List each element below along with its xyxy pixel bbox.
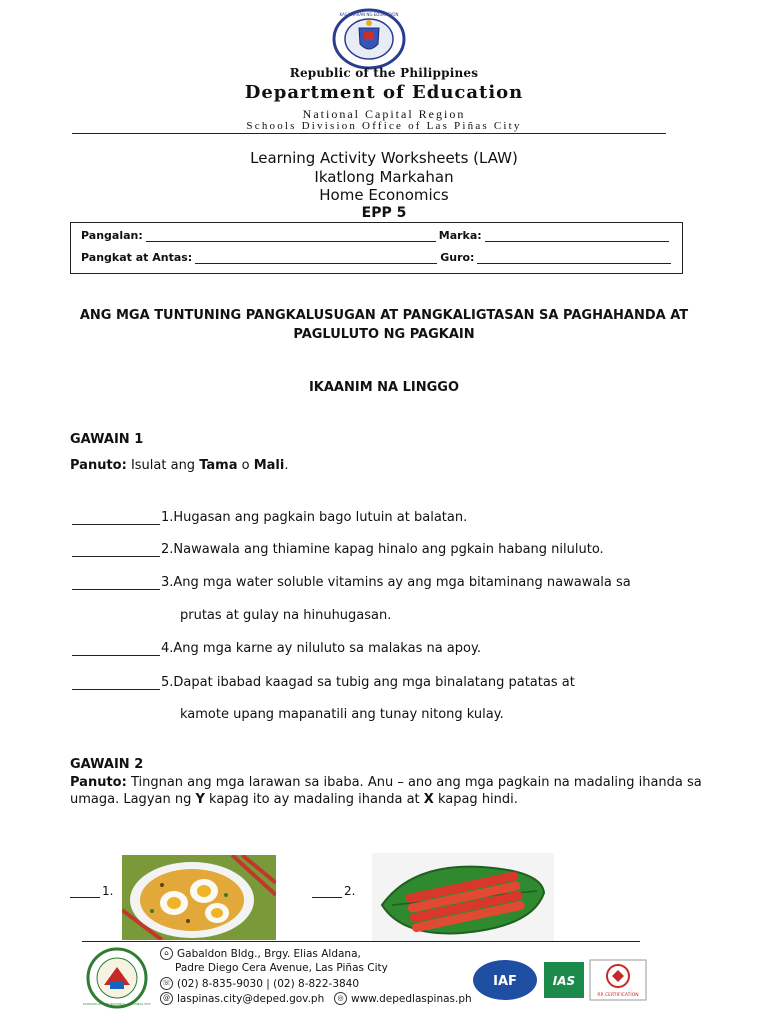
score-field[interactable]	[485, 231, 669, 242]
header-divider	[72, 133, 666, 134]
phone-text: (02) 8-835-9030 | (02) 8-822-3840	[177, 977, 360, 990]
picture-number: 1.	[102, 884, 114, 898]
quarter-title: Ikatlong Markahan	[314, 168, 454, 186]
location-icon: ⌂	[160, 947, 173, 960]
name-label: Pangalan:	[81, 229, 143, 242]
subject-title: Home Economics	[319, 186, 449, 204]
item-number: 2.	[161, 542, 174, 557]
item-text: Hugasan ang pagkain bago lutuin at balatan.	[173, 510, 468, 525]
teacher-label: Guro:	[440, 251, 475, 264]
deped-seal-logo	[332, 8, 406, 70]
republic-heading: Republic of the Philippines	[289, 66, 479, 80]
food-image-hotdogs	[372, 853, 554, 941]
answer-blank[interactable]	[70, 888, 100, 898]
gawain1-dir-text: Isulat ang	[126, 458, 200, 473]
item-number: 5.	[161, 675, 174, 690]
iaf-badge	[473, 960, 537, 1000]
phone-icon: ☏	[160, 977, 173, 990]
gawain1-item	[72, 641, 481, 656]
item-text: Ang mga water soluble vitamins ay ang mga bitaminang nawawala sa	[173, 575, 631, 590]
gawain2-title: GAWAIN 2	[70, 757, 144, 772]
picture-answer	[70, 884, 113, 898]
item-number: 3.	[161, 575, 174, 590]
gawain2-dir-x: X	[423, 792, 434, 807]
lesson-title: ANG MGA TUNTUNING PANGKALUSUGAN AT PANGKALIGTASAN SA PAGHAHANDA AT PAGLULUTO NG PAGKAIN	[79, 308, 689, 342]
gawain1-dir-label: Panuto:	[70, 458, 127, 473]
footer-phone	[160, 977, 359, 990]
gawain1-item	[72, 542, 604, 557]
gawain1-dir-tama: Tama	[199, 458, 238, 473]
gawain2-dir-text: Tingnan ang mga larawan sa ibaba. Anu – ano ang mga pagkain na madaling ihanda sa umaga. Lagyan ng	[70, 775, 702, 807]
item-number: 1.	[161, 510, 174, 525]
email-icon: @	[160, 992, 173, 1005]
address-line1: Gabaldon Bldg., Brgy. Elias Aldana,	[177, 947, 361, 960]
gawain2-dir-text3: kapag hindi.	[433, 792, 518, 807]
name-field[interactable]	[146, 231, 436, 242]
gawain2-dir-y: Y	[195, 792, 205, 807]
footer-email	[160, 992, 324, 1005]
section-label: Pangkat at Antas:	[81, 251, 193, 264]
gawain2-dir-text2: kapag ito ay madaling ihanda at	[204, 792, 424, 807]
answer-blank[interactable]	[72, 514, 160, 525]
ias-badge	[544, 962, 584, 998]
item-text: Dapat ibabad kaagad sa tubig ang mga binalatang patatas at	[173, 675, 575, 690]
rr-certification-badge	[590, 960, 646, 1000]
iaf-badge-text: IAF	[493, 974, 517, 989]
website-text[interactable]: www.depedlaspinas.ph	[351, 992, 472, 1005]
picture-number: 2.	[344, 884, 356, 898]
email-text[interactable]: laspinas.city@deped.gov.ph	[177, 992, 325, 1005]
food-image-egg-dish	[122, 855, 276, 940]
item-continuation: prutas at gulay na hinuhugasan.	[180, 608, 392, 623]
gawain1-title: GAWAIN 1	[70, 432, 144, 447]
footer-address-2	[175, 962, 388, 974]
picture-answer	[312, 884, 355, 898]
gawain1-item	[72, 675, 575, 690]
gawain2-dir-label: Panuto:	[70, 775, 127, 790]
gawain2-directions	[70, 774, 710, 808]
address-line2: Padre Diego Cera Avenue, Las Piñas City	[175, 962, 388, 974]
division-heading: Schools Division Office of Las Piñas City	[246, 120, 522, 132]
footer-website	[334, 992, 472, 1005]
info-row-section	[81, 251, 674, 264]
grade-title: EPP 5	[361, 205, 407, 221]
answer-blank[interactable]	[72, 645, 160, 656]
department-heading: Department of Education	[244, 82, 524, 103]
gawain1-dir-end: .	[284, 458, 289, 473]
item-text: Nawawala ang thiamine kapag hinalo ang pgkain habang niluluto.	[173, 542, 604, 557]
worksheet-title: Learning Activity Worksheets (LAW)	[250, 149, 518, 167]
gawain1-dir-mali: Mali	[253, 458, 285, 473]
answer-blank[interactable]	[72, 679, 160, 690]
item-continuation: kamote upang mapanatili ang tunay nitong kulay.	[180, 707, 504, 722]
score-label: Marka:	[438, 229, 482, 242]
ias-badge-text: IAS	[552, 974, 576, 988]
certification-badges	[472, 958, 650, 1002]
item-number: 4.	[161, 641, 174, 656]
footer-divider	[82, 941, 640, 942]
region-heading: National Capital Region	[302, 107, 466, 121]
rr-badge-text: RR CERTIFICATION	[597, 993, 639, 998]
info-row-name	[81, 229, 672, 242]
week-heading: IKAANIM NA LINGGO	[308, 380, 460, 395]
seal-ring-text: KAGAWARAN NG EDUKASYON	[339, 12, 399, 17]
gawain1-item	[72, 575, 631, 590]
answer-blank[interactable]	[72, 579, 160, 590]
item-text: Ang mga karne ay niluluto sa malakas na apoy.	[173, 641, 481, 656]
section-field[interactable]	[195, 253, 437, 264]
gawain1-directions	[70, 458, 288, 473]
teacher-field[interactable]	[477, 253, 671, 264]
gawain1-dir-o: o	[237, 458, 254, 473]
sdo-logo-text: DIVISION OF CITY SCHOOLS · LAS PIÑAS CITY	[83, 1002, 151, 1006]
answer-blank[interactable]	[312, 888, 342, 898]
student-info-box	[70, 222, 683, 274]
globe-icon: ◎	[334, 992, 347, 1005]
footer-address	[160, 947, 361, 960]
sdo-las-pinas-logo	[82, 947, 152, 1009]
answer-blank[interactable]	[72, 546, 160, 557]
gawain1-item	[72, 510, 467, 525]
